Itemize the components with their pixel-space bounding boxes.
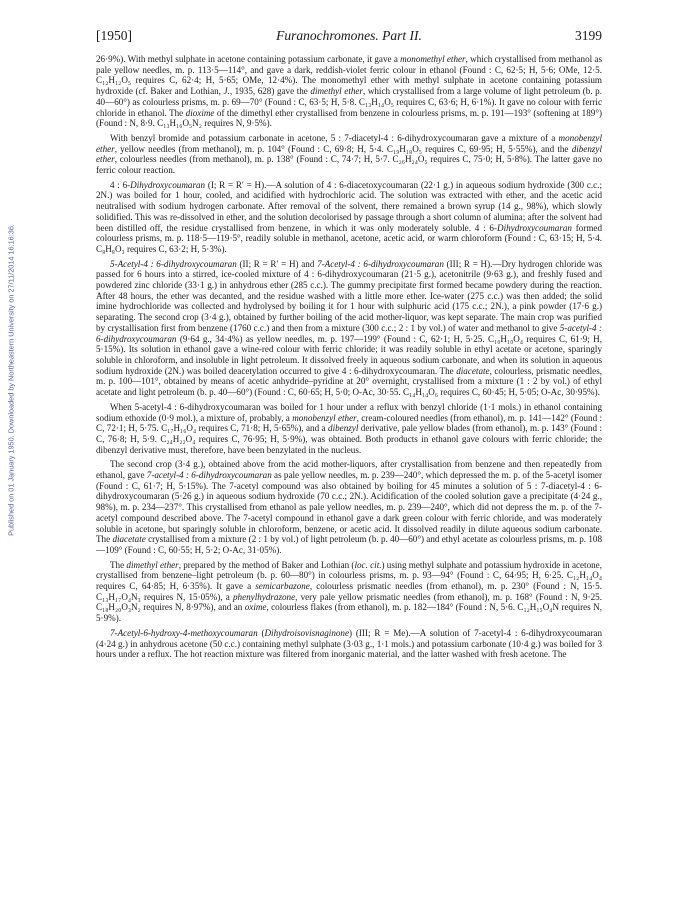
italic-term: dioxime <box>185 107 215 118</box>
download-notice-text: Published on 01 January 1950. Downloaded by Northeastern University on 27/11/2014 16:16:36. <box>6 224 16 536</box>
body-paragraph <box>96 259 602 398</box>
italic-term: dibenzyl <box>328 423 359 434</box>
body-paragraph <box>96 459 602 555</box>
body-paragraph <box>96 560 602 624</box>
italic-term: Dihydroxycoumaran <box>130 179 206 190</box>
body-paragraph <box>96 133 602 176</box>
text-run: crystallised from a mixture (2 : 1 by vol.) of light petroleum (b. p. 40—60°) and ethyl acetate as colourless prisms, m. p. 108—109° (Found : C, 60·55; H, 5·2; O-Ac, 31·05%). <box>96 534 602 555</box>
text-run: , prepared by the method of Baker and Lothian ( <box>178 559 355 570</box>
text-run: , colourless needles (from methanol), m. p. 138° (Found : C, 74·7; H, 5·7. C₂₆H₂₄O₅ requires C, 75·0; H, 5·8%). The latter gave no ferric colour reaction. <box>96 154 602 176</box>
header-year: [1950] <box>96 28 132 43</box>
text-run: , colourless prismatic needles (from ethanol), m. p. 230° (Found : N, 15·5. C₁₃H₁₇O₄N₃ requires N, 15·05%), a <box>96 581 602 602</box>
header-title: Furanochromones. Part II. <box>276 28 422 43</box>
download-notice <box>4 150 18 610</box>
text-run: The <box>110 559 127 570</box>
italic-term: dibenzyl ether <box>96 143 602 165</box>
italic-term: loc. cit. <box>354 559 382 570</box>
italic-term: 5-acetyl-4 : 6-dihydroxycoumaran <box>96 322 602 344</box>
body-paragraph <box>96 402 602 456</box>
body-paragraph <box>96 180 602 255</box>
text-run: With benzyl bromide and potassium carbonate in acetone, 5 : 7-diacetyl-4 : 6-dihydroxycoumaran gave a mixture of a <box>110 132 559 143</box>
italic-term: dimethyl ether <box>310 86 363 97</box>
italic-term: oxime <box>244 602 267 613</box>
italic-term: 7-acetyl-4 : 6-dihydroxycoumaran <box>146 470 272 481</box>
italic-term: J. <box>223 86 230 97</box>
text-run: , cream-coloured needles (from ethanol), m. p. 141—142° (Found : C, 72·1; H, 5·75. C₁₇H₁₆O₄ requires C, 71·8; H, 5·65%), and a <box>96 412 603 434</box>
body-paragraph <box>96 628 602 660</box>
italic-term: monobenzyl ether <box>96 132 602 154</box>
text-run: (I; R = R′ = H).—A solution of 4 : 6-diacetoxycoumaran (22·1 g.) in aqueous sodium hydroxide (300 c.c.; 2N.) was boiled for 1 hour, cooled, and acidified with hydrochloric acid. The solution was extracted with ether, and the acetic acid neutralised with sodium hydrogen carbonate. After removal of the solvent, there remained a brown syrup (14 g., 98%), which slowly solidified. This was re-dissolved in ether, and the solution decolorised by passage through a short column of alumina; after the solvent had been distilled off, the residue crystallised from benzene, in which it was only moderately soluble. 4 : 6- <box>96 179 602 233</box>
italic-term: semicarbazone <box>255 581 310 592</box>
text-run: (II; R = R′ = H) and <box>236 258 318 269</box>
italic-term: Dihydroisovisnaginone <box>264 627 350 638</box>
text-run: derivative, pale yellow blades (from ethanol), m. p. 143° (Found : C, 76·8; H, 5·9. C₂₄H₂₂O₄ requires C, 76·95; H, 5·9%), was obtained. Both products in ethanol gave colours with ferric chloride; the dibenzyl derivative must, therefore, have been benzylated in the nucleus. <box>96 423 602 455</box>
italic-term: diacetate <box>456 365 490 376</box>
italic-term: 7-Acetyl-4 : 6-dihydroxycoumaran <box>317 258 444 269</box>
italic-term: 5-Acetyl-4 : 6-dihydroxycoumaran <box>110 258 237 269</box>
text-run: The second crop (3·4 g.), obtained above from the acid mother-liquors, after crystallisation from benzene and then repeatedly from ethanol, gave <box>96 459 602 481</box>
italic-term: phenylhydrazone <box>233 591 296 602</box>
text-run: ( <box>257 627 265 638</box>
body-paragraph <box>96 54 602 129</box>
italic-term: 7-Acetyl-6-hydroxy-4-methoxycoumaran <box>110 627 258 638</box>
italic-term: monomethyl ether <box>400 54 466 64</box>
text-run: as pale yellow needles, m. p. 239—240°, which depressed the m. p. of the 5-acetyl isomer (Found : C, 61·7; H, 5·15%). The 7-acetyl compound was also obtained by boiling for 45 minutes a solution of 5 : 7-diacetyl-4 : 6-dihydroxycoumaran (5·26 g.) in aqueous sodium hydroxide (70 c.c.; 2N.). Acidification of the cooled solution gave a precipitate (4·24 g., 98%), m. p. 234—237°. This crystallised from ethanol as pale yellow needles, m. p. 239—240°, which did not depress the m. p. of the 7-acetyl compound described above. The 7-acetyl compound in ethanol gave a dark green colour with ferric chloride, and was moderately soluble in acetone, but sparingly soluble in chloroform, benzene, or acetic acid. It dissolved readily in dilute aqueous sodium carbonate. The <box>96 470 602 545</box>
text-run: of the dimethyl ether crystallised from benzene in colourless prisms, m. p. 191—193° (softening at 189°) (Found : N, 8·9. C₁₃H₁₆O₅N₂ requires N, 9·5%). <box>96 107 602 129</box>
text-run: , which crystallised from a large volume of light petroleum (b. p. 40—60°) as colourless prisms, m. p. 69—70° (Found : C, 63·5; H, 5·8. C₁₃H₁₄O₅ requires C, 63·6; H, 6·1%). It gave no colour with ferric chloride in ethanol. The <box>96 86 602 118</box>
text-run: ) (III; R = Me).—A solution of 7-acetyl-4 : 6-dihydroxycoumaran (4·24 g.) in anhydrous acetone (50 c.c.) containing methyl sulphate (3·03 g., 1·1 mols.) and potassium carbonate (10·4 g.) was boiled for 3 hours under a reflux. The hot reaction mixture was filtered from inorganic material, and the latter washed with fresh acetone. The <box>96 627 602 660</box>
text-run: , yellow needles (from methanol), m. p. 104° (Found : C, 69·8; H, 5·4. C₁₉H₁₈O₅ requires C, 69·95; H, 5·55%), and the <box>114 143 572 154</box>
text-run: , colourless flakes (from ethanol), m. p. 182—184° (Found : N, 5·6. C₁₂H₁₅O₄N requires N, 5·9%). <box>96 602 602 624</box>
article-body <box>96 54 602 664</box>
running-header <box>96 28 602 46</box>
page-number: 3199 <box>575 28 602 43</box>
text-run: , colourless, prismatic needles, m. p. 100—101°, obtained by means of acetic anhydride–pyridine at 20° overnight, crystallised from a mixture (1 : 2 by vol.) of ethyl acetate and light petroleum (b. p. 40—60°) (Found : C, 60·65; H, 5·0; O-Ac, 30·55. C₁₄H₁₄O₆ requires C, 60·45; H, 5·05; O-Ac, 30·95%). <box>96 365 603 398</box>
text-run: ) using methyl sulphate and potassium hydroxide in acetone, crystallised from benzene–light petroleum (b. p. 60—80°) in colourless prisms, m. p. 93—94° (Found : C, 64·95; H, 6·25. C₁₂H₁₄O₄ requires C, 64·85; H, 6·35%). It gave a <box>96 559 602 592</box>
italic-term: diacetate <box>112 534 146 545</box>
text-run: When 5-acetyl-4 : 6-dihydroxycoumaran was boiled for 1 hour under a reflux with benzyl chloride (1·1 mols.) in ethanol containing sodium ethoxide (0·9 mol.), a mixture of, probably, a <box>96 401 602 423</box>
text-run: , 1935, 628) gave the <box>229 86 311 97</box>
text-run: 4 : 6- <box>110 179 131 190</box>
italic-term: monobenzyl ether <box>292 412 357 423</box>
italic-term: dimethyl ether <box>126 559 179 570</box>
italic-term: Dihydroxycoumaran <box>497 222 572 233</box>
text-run: , which crystallised from methanol as pale yellow needles, m. p. 113·5—114°, and gave a dark, reddish-violet ferric colour in ethanol (Found : C, 62·5; H, 5·6; OMe, 12·5. C₁₂H₁₂O₅ requires C, 62·4; H, 5·65; OMe, 12·4%). The monomethyl ether with methyl sulphate in acetone containing potassium hydroxide (cf. Baker and Lothian, <box>96 54 603 97</box>
text-run: formed colourless prisms, m. p. 118·5—119·5°, readily soluble in methanol, acetone, acetic acid, or warm chloroform (Found : C, 63·15; H, 5·4. C₈H₈O₃ requires C, 63·2; H, 5·3%). <box>96 222 602 254</box>
text-run: 26·9%). With methyl sulphate in acetone containing potassium carbonate, it gave a <box>96 54 401 64</box>
text-run: (III; R = H).—Dry hydrogen chloride was passed for 6 hours into a stirred, ice-cooled mixture of 4 : 6-dihydroxycoumaran (21·5 g.), acetonitrile (9·63 g.), and freshly fused and powdered zinc chloride (33·1 g.) in anhydrous ether (285 c.c.). The gummy precipitate first formed became powdery during the reaction. After 48 hours, the ether was decanted, and the residue washed with a little more ether. Ice-water (275 c.c.) was then added; the solid imine hydrochloride was collected and hydrolysed by boiling it for 1 hour with sulphuric acid (175 c.c.; 2N.), a pink powder (17·6 g.) separating. The second crop (3·4 g.), obtained by further boiling of the acid mother-liquor, was kept separate. The main crop was purified by crystallisation first from benzene (1760 c.c.) and then from a mixture (300 c.c.; 2 : 1 by vol.) of water and methanol to give <box>96 258 603 333</box>
text-run: , very pale yellow prismatic needles (from ethanol), m. p. 168° (Found : N, 9·25. C₁₈H₂₀O₃N₂ requires N, 8·97%), and an <box>96 591 602 613</box>
text-run: (9·64 g., 34·4%) as yellow needles, m. p. 197—199° (Found : C, 62·1; H, 5·25. C₁₀H₁₀O₄ requires C, 61·9; H, 5·15%). Its solution in ethanol gave a wine-red colour with ferric chloride; it was readily soluble in ethyl acetate or acetone, sparingly soluble in chloroform, and insoluble in light petroleum. It dissolved freely in aqueous sodium carbonate, and when its solution in aqueous sodium hydroxide (2N.) was boiled deacetylation occurred to give 4 : 6-dihydroxycoumaran. The <box>96 333 602 376</box>
